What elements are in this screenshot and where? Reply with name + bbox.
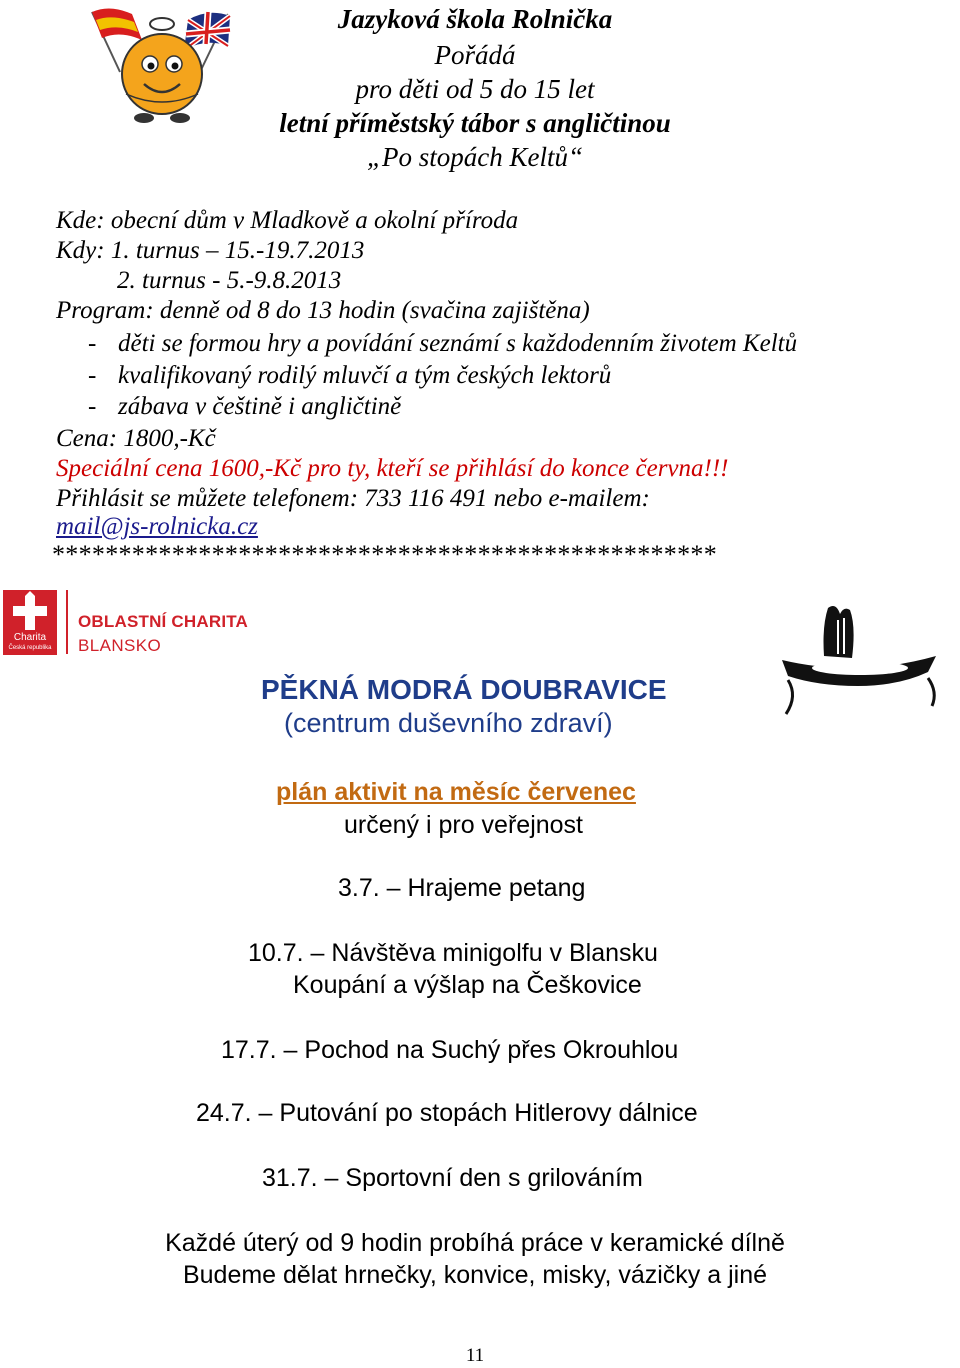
bullet-item: kvalifikovaný rodilý mluvčí a tým českých lektorů [118,362,612,389]
bullet-mark: - [88,362,97,389]
activity-item: 17.7. – Pochod na Suchý přes Okrouhlou [221,1036,679,1064]
bullet-mark: - [88,393,97,420]
camp-title: letní příměstský tábor s angličtinou [279,108,671,138]
program-line: Program: denně od 8 do 13 hodin (svačina zajištěna) [56,297,590,324]
activity-item: 24.7. – Putování po stopách Hitlerovy dálnice [196,1099,698,1127]
charita-logo-text: Charita [13,632,47,643]
price-line: Cena: 1800,-Kč [56,425,216,452]
bullet-item: děti se formou hry a povídání seznámí s každodenním životem Keltů [118,330,798,357]
location-line: Kde: obecní dům v Mladkově a okolní příroda [56,207,519,234]
boat-icon [778,596,942,722]
separator-stars: ************************************************** [52,540,717,569]
organizes-text: Pořádá [434,40,516,70]
workshop-items: Budeme dělat hrnečky, konvice, misky, vázičky a jiné [182,1261,768,1289]
charita-city: BLANSKO [78,636,162,655]
date-line-1: Kdy: 1. turnus – 15.-19.7.2013 [56,237,365,264]
boat-illustration [778,596,942,722]
school-name: Jazyková škola Rolnička [337,4,613,34]
activity-item: 3.7. – Hrajeme petang [338,874,586,902]
activity-item: 10.7. – Návštěva minigolfu v Blansku [248,939,658,967]
special-price-line: Speciální cena 1600,-Kč pro ty, kteří se přihlásí do konce června!!! [56,455,729,482]
charita-divider [66,590,68,654]
activity-item: 31.7. – Sportovní den s grilováním [262,1164,643,1192]
date-line-2: 2. turnus - 5.-9.8.2013 [117,267,342,294]
signup-line: Přihlásit se můžete telefonem: 733 116 491 nebo e-mailem: [56,485,650,512]
workshop-note: Každé úterý od 9 hodin probíhá práce v keramické dílně [165,1229,785,1257]
charita-logo [3,590,57,655]
page-number: 11 [465,1345,485,1366]
bullet-mark: - [88,330,97,357]
charita-logo-subtext: Česká republika [8,645,52,651]
activity-item: Koupání a výšlap na Češkovice [293,971,642,999]
doubravice-title: PĚKNÁ MODRÁ DOUBRAVICE [261,674,667,705]
activity-plan-heading: plán aktivit na měsíc červenec [276,778,636,806]
doubravice-subtitle: (centrum duševního zdraví) [284,708,613,738]
bullet-item: zábava v češtině i angličtině [118,393,402,420]
charita-name: OBLASTNÍ CHARITA [78,612,249,631]
camp-theme: „Po stopách Keltů“ [366,142,583,172]
email-link[interactable]: mail@js-rolnicka.cz [56,513,258,540]
ages-text: pro děti od 5 do 15 let [355,74,595,104]
public-note: určený i pro veřejnost [344,811,584,839]
